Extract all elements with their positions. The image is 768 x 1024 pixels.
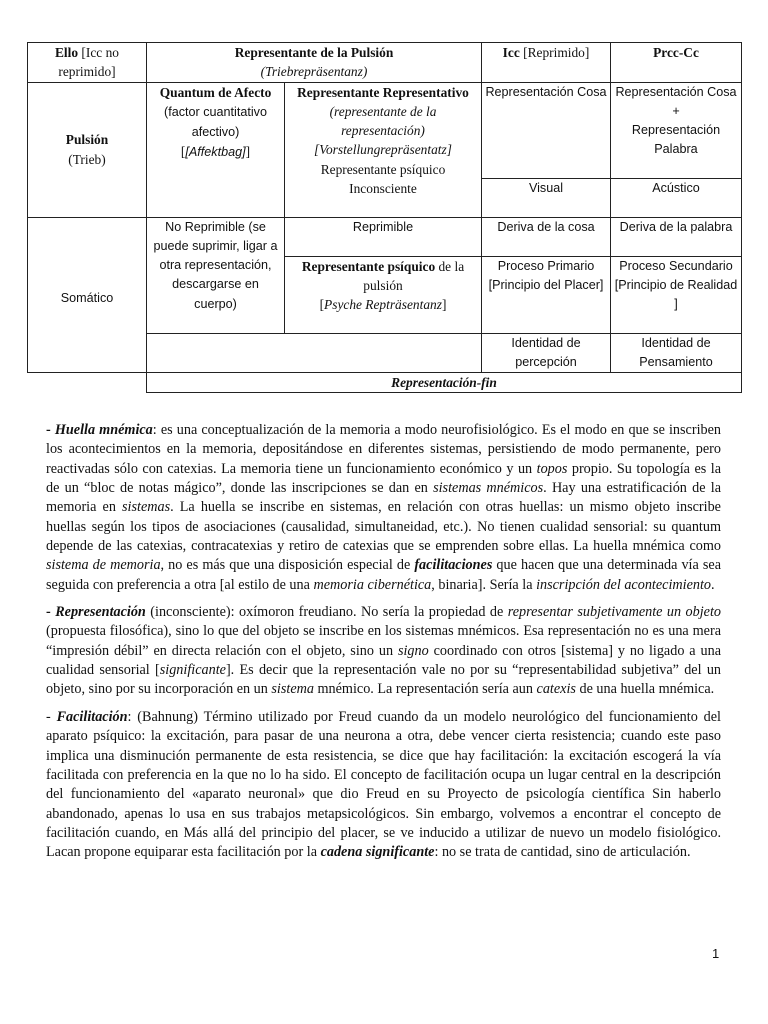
paragraph-facilitacion: [46, 708, 721, 863]
quantum-desc: (factor cuantitativo afectivo): [164, 104, 267, 140]
text-segment: ]. Es decir que la representación vale no por su “representabilidad subjetiva” del un objeto, sino por su incorporación en un: [46, 662, 722, 698]
cell-deriva-palabra: Deriva de la palabra: [611, 217, 742, 256]
cell-reprimible: Reprimible: [285, 217, 482, 256]
cell-acustico: Acústico: [611, 178, 742, 217]
prcc-plus: +: [672, 103, 680, 118]
text-segment: : no se trata de cantidad, sino de articulación.: [434, 844, 691, 861]
cell-empty: [147, 333, 482, 373]
header-prcc: Prcc-Cc: [611, 43, 742, 83]
term-sistema: sistema: [271, 681, 314, 698]
prcc-cosa: Representación Cosa: [615, 84, 737, 99]
text-segment: : es una conceptualización de la memoria a modo neurofisiológico. Es el modo en que se inscriben los acontecimientos en la memoria, depositándose en diferentes sistemas, persistiendo de modo permanente, pero reactivadas sólo con catexias. La memoria tiene un funcionamiento económico y un: [46, 422, 721, 477]
term-sistemas-mnemicos: sistemas mnémicos: [433, 480, 544, 497]
header-icc-label: Icc: [502, 45, 520, 60]
quantum-title: Quantum de Afecto: [159, 84, 272, 100]
term-representacion: Representación: [55, 604, 146, 621]
table-row-pulsion-a: [28, 82, 742, 178]
header-rep-label: Representante de la Pulsión: [234, 45, 394, 60]
text-segment: (propuesta filosófica), sino lo que del objeto se inscribe en los sistemas mnémicos. Esa representación no es una mera “impresión débil” en directa relación con el objeto, sino un: [46, 623, 721, 659]
table-row-representacion-fin: [28, 373, 742, 393]
dash: -: [46, 604, 56, 621]
psyche-reprasentanz: Psyche Repträsentanz: [324, 297, 442, 313]
cell-proceso-primario: Proceso Primario [Principio del Placer]: [482, 256, 611, 333]
rep-rep-title: Representante Representativo: [297, 84, 469, 100]
rep-psiq-inconsciente: Representante psíquico Inconsciente: [320, 161, 446, 197]
rep-psiq-title: Representante psíquico: [301, 258, 436, 274]
text-segment: . La huella se inscribe en sistemas, en relación con otras huellas: un mismo objeto inscribe huellas según los tipos de asociaciones (causalidad, simultaneidad, etc.). No tienen cualidad sensorial: su quantum depende de las catexias, contracatexias y retiro de catexias que se emprenden sobre ellas. La huella mnémica como: [46, 499, 721, 555]
text-segment: .: [711, 576, 715, 593]
body-text: [46, 421, 721, 871]
cell-visual: Visual: [482, 178, 611, 217]
term-significante: significante: [159, 662, 226, 679]
term-inscripcion: inscripción del acontecimiento: [536, 576, 712, 593]
cell-blank-left: [28, 373, 147, 393]
cell-identidad-pensamiento: Identidad de Pensamiento: [611, 333, 742, 373]
text-segment: , binaria]. Sería la: [431, 576, 537, 593]
cell-identidad-percepcion: Identidad de percepción: [482, 333, 611, 373]
header-representante-pulsion: [147, 43, 482, 83]
cell-pulsion: [28, 82, 147, 217]
paragraph-huella-mnemica: [46, 421, 721, 595]
term-memoria-cibernetica: memoria cibernética: [313, 576, 432, 593]
header-icc: [482, 43, 611, 83]
header-ello: [28, 43, 147, 83]
text-segment: mnémico. La representación sería aun: [313, 681, 537, 698]
cell-representacion-fin: Representación-fin: [147, 373, 742, 393]
cell-prcc-cosa-palabra: [611, 82, 742, 178]
term-facilitacion: Facilitación: [56, 708, 128, 725]
term-topos: topos: [536, 460, 568, 477]
text-segment: (inconsciente): oxímoron freudiano. No sería la propiedad de: [145, 604, 508, 621]
paragraph-representacion: [46, 603, 721, 700]
term-signo: signo: [397, 642, 429, 659]
rep-rep-desc: (representante de la representación): [329, 103, 437, 139]
text-segment: que hacen que una determinada vía sea seguida con preferencia a otra [al estilo de una: [46, 557, 721, 593]
cell-rep-psiquico-pulsion: Representante psíquico de la pulsión [Psyche Repträsentanz]: [285, 256, 482, 333]
text-segment: coordinado con otros [sistema] y no ligado a una cualidad sensorial [: [46, 642, 721, 679]
cell-rep-representativo: [285, 82, 482, 217]
text-segment: , no es más que una disposición especial de: [160, 557, 415, 574]
pulsion-sub: (Trieb): [68, 151, 106, 167]
quantum-affektbag: [Affektbag]: [185, 145, 246, 160]
table-row-somatico-a: [28, 217, 742, 256]
pulsion-title: Pulsión: [65, 132, 109, 148]
cell-quantum: Quantum de Afecto (factor cuantitativo afectivo) [[Affektbag]]: [147, 82, 285, 217]
table-header-row: [28, 43, 742, 83]
term-catexis: catexis: [536, 681, 576, 698]
term-representar-subjetivamente: representar subjetivamente un objeto: [507, 604, 721, 621]
term-facilitaciones: facilitaciones: [414, 557, 493, 574]
header-icc-note: [Reprimido]: [519, 45, 590, 60]
dash: -: [46, 708, 57, 725]
prcc-palabra: Representación Palabra: [631, 123, 721, 157]
header-ello-label: Ello: [55, 45, 79, 60]
cell-no-reprimible: No Reprimible (se puede suprimir, ligar a otra representación, descargarse en cuerpo): [147, 217, 285, 333]
cell-deriva-cosa: Deriva de la cosa: [482, 217, 611, 256]
text-segment: : (Bahnung) Término utilizado por Freud cuando da un modelo neurológico del funcionamiento del aparato psíquico: la excitación, para pasar de una neurona a otra, debe vencer cierta resistencia; cuando este paso implica una disminución permanente de esta resistencia, se dice que hay facilitación: la excitación escogerá la vía facilitada con preferencia en la que no lo ha sido. El concepto de facilitación ocupa un lugar central en la descripción del funcionamiento del «aparato neuronal» que dio Freud en su Proyecto de psicología científica Sin haberlo abandonado, apenas lo usa en sus trabajos metapsicológicos. Sin embargo, volvemos a encontrar el concepto de facilitación cuando, en Más allá del principio del placer, se ve inducido a utilizar de nuevo un modelo fisiológico. Lacan propone equiparar esta facilitación por la: [46, 708, 721, 861]
concept-table: [27, 42, 742, 393]
cell-somatico: Somático: [28, 217, 147, 373]
header-rep-note: (Triebrepräsentanz): [260, 64, 368, 80]
header-ello-note: [Icc no reprimido]: [58, 45, 119, 80]
rep-psiq-rest: de la pulsión: [363, 258, 465, 293]
text-segment: propio. Su topología es la de un “bloc de notas mágico”, donde las inscripciones se dan en: [46, 460, 721, 497]
dash: -: [46, 422, 55, 438]
term-sistema-memoria: sistema de memoria: [46, 557, 161, 574]
cell-icc-cosa: Representación Cosa: [482, 82, 611, 178]
text-segment: de una huella mnémica.: [575, 681, 715, 698]
term-sistemas: sistemas: [122, 499, 171, 516]
rep-rep-german: [Vorstellungrepräsentatz]: [314, 142, 452, 158]
cell-proceso-secundario: Proceso Secundario [Principio de Realidad ]: [611, 256, 742, 333]
term-cadena-significante: cadena significante: [320, 844, 435, 861]
page-number: 1: [712, 946, 720, 961]
text-segment: . Hay una estratificación de la memoria en: [46, 480, 721, 516]
term-huella-mnemica: Huella mnémica: [54, 422, 153, 438]
